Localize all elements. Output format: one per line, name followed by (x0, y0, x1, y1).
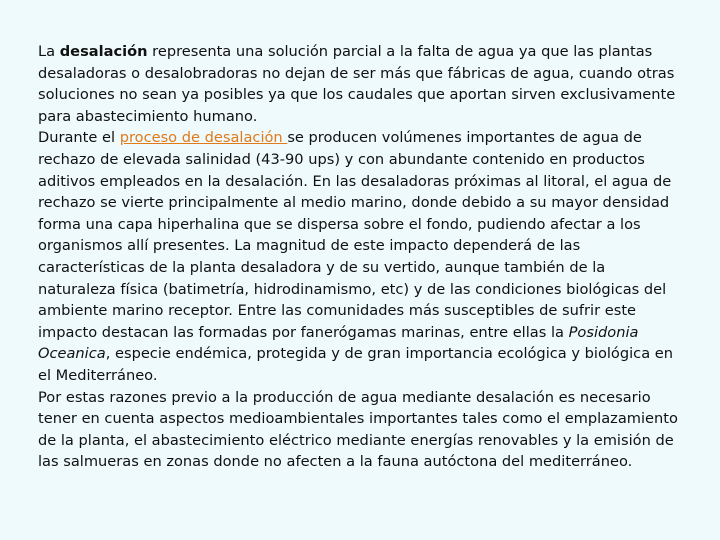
paragraph-3 (38, 387, 678, 473)
p1-post: representa una solución parcial a la falta de agua ya que las plantas desaladoras o desalobradoras no dejan de ser más que fábricas de agua, cuando otras soluciones no sean ya posibles ya que los caudales que aportan sirven exclusivamente para abastecimiento humano. (38, 43, 676, 125)
paragraph-1 (38, 41, 678, 127)
paragraph-2 (38, 127, 678, 386)
p1-pre: La (38, 43, 60, 60)
p2-post: , especie endémica, protegida y de gran importancia ecológica y biológica en el Mediterráneo. (38, 345, 674, 384)
text-block (38, 41, 678, 473)
p2-pre: Durante el (38, 129, 120, 147)
p3-text: Por estas razones previo a la producción de agua mediante desalación es necesario tener en cuenta aspectos medioambientales importantes tales como el emplazamiento de la planta, el abastecimiento eléctrico mediante energías renovables y la emisión de las salmueras en zonas donde no afecten a la fauna autóctona del mediterráneo. (38, 388, 678, 471)
p2-mid: se producen volúmenes importantes de agua de rechazo de elevada salinidad (43-90 ups) y con abundante contenido en productos aditivos empleados en la desalación. En las desaladoras próximas al litoral, el agua de rechazo se vierte principalmente al medio marino, donde debido a su mayor densidad forma una capa hiperhalina que se dispersa sobre el fondo, pudiendo afectar a los organismos allí presentes. La magnitud de este impacto dependerá de las características de la planta desaladora y de su vertido, aunque también de la naturaleza física (batimetría, hidrodinamismo, etc) y de las condiciones biológicas del ambiente marino receptor. Entre las comunidades más susceptibles de sufrir este impacto destacan las formadas por fanerógamas marinas, entre ellas la (38, 129, 672, 341)
proceso-desalacion-link[interactable]: proceso de desalación (119, 129, 288, 147)
term-desalacion: desalación (59, 43, 148, 60)
species-name: Posidonia Oceanica (38, 323, 639, 363)
